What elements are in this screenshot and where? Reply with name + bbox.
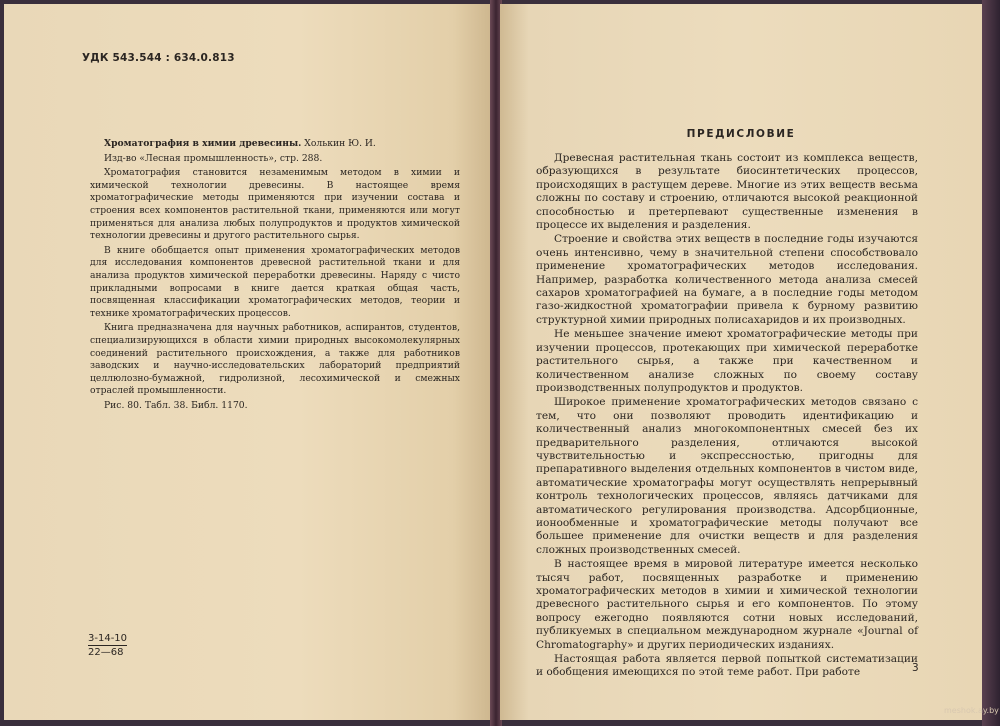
- bibliographic-abstract: [90, 138, 460, 414]
- watermark: meshok.ay.by: [944, 706, 999, 715]
- bib-title: Хроматография в химии древесины.: [104, 138, 302, 149]
- abstract-paragraph: В книге обобщается опыт применения хроматографических методов для исследования компонентов древесной растительной ткани и для анализа продуктов химической переработки древесины. Наряду с чисто прикладными вопросами в книге дается краткая общая часть, посвященная классификации хроматографических методов, теории и технике хроматографических процессов.: [90, 244, 460, 319]
- preface-paragraph: Древесная растительная ткань состоит из комплекса веществ, образующихся в результате биосинтетических процессов, происходящих в растущем дереве. Многие из этих веществ весьма сложны по составу и строению, отличаются высокой реакционной способностью и претерпевают существенные изменения в процессе их выделения и разделения.: [536, 152, 918, 232]
- udk-code: УДК 543.544 : 634.0.813: [82, 52, 235, 64]
- abstract-paragraph: Книга предназначена для научных работников, аспирантов, студентов, специализирующихся в области химии природных высокомолекулярных соединений растительного происхождения, а также для работников заводских и научно-исследовательских лабораторий предприятий целлюлозно-бумажной, гидролизной, лесохимической и смежных отраслей промышленности.: [90, 322, 460, 397]
- preface-paragraph: Не меньшее значение имеют хроматографические методы при изучении процессов, протекающих при химической переработке растительного сырья, а также при качественном и количественном анализе сложных по своему составу производственных полупродуктов и продуктов.: [536, 328, 918, 394]
- publisher-line: Изд-во «Лесная промышленность», стр. 288.: [104, 152, 323, 164]
- preface-heading: ПРЕДИСЛОВИЕ: [686, 128, 796, 140]
- preface-body: [536, 152, 918, 681]
- preface-paragraph: В настоящее время в мировой литературе имеется несколько тысяч работ, посвященных разработке и применению хроматографических методов в химии и химической технологии древесного растительного сырья и его компонентов. По этому вопросу ежегодно появляются сотни новых исследований, публикуемых в специальном международном журнале «Journal of Chromatography» и других периодических изданиях.: [536, 558, 918, 651]
- abstract-stats: Рис. 80. Табл. 38. Библ. 1170.: [104, 399, 248, 411]
- book-cover-edge: [982, 0, 1000, 726]
- preface-paragraph: Широкое применение хроматографических методов связано с тем, что они позволяют проводить идентификацию и количественный анализ многокомпонентных смесей без их предварительного разделения, отличаются высокой чувствительностью и экспрессностью, пригодны для препаративного выделения отдельных компонентов в чистом виде, автоматические хроматографы могут осуществлять непрерывный контроль технологических процессов, являясь датчиками для автоматического регулирования производства. Адсорбционные, ионообменные и хроматографические методы получают все большее применение для очистки веществ и для разделения сложных производственных смесей.: [536, 396, 918, 556]
- page-number: 3: [912, 662, 919, 674]
- preface-paragraph: Настоящая работа является первой попыткой систематизации и обобщения имеющихся по этой теме работ. При работе: [536, 653, 918, 679]
- bib-author: Холькин Ю. И.: [301, 138, 376, 149]
- bib-entry: [90, 138, 460, 151]
- abstract-paragraph: Хроматография становится незаменимым методом в химии и химической технологии древесины. В настоящее время хроматографические методы применяются при изучении состава и строения всех компонентов растительной ткани, применяются или могут применяться для анализа любых полупродуктов и продуктов химической технологии древесины и другого растительного сырья.: [90, 167, 460, 242]
- catalog-code: [88, 633, 127, 659]
- catalog-code-line1: 3-14-10: [88, 633, 128, 644]
- catalog-code-line2: 22—68: [88, 645, 127, 659]
- preface-paragraph: Строение и свойства этих веществ в последние годы изучаются очень интенсивно, чему в значительной степени способствовало применение хроматографических методов исследования. Например, разработка количественного метода анализа смесей сахаров хроматографией на бумаге, а в последние годы методом газо-жидкостной хроматографии привела к бурному развитию структурной химии природных полисахаридов и их производных.: [536, 233, 918, 326]
